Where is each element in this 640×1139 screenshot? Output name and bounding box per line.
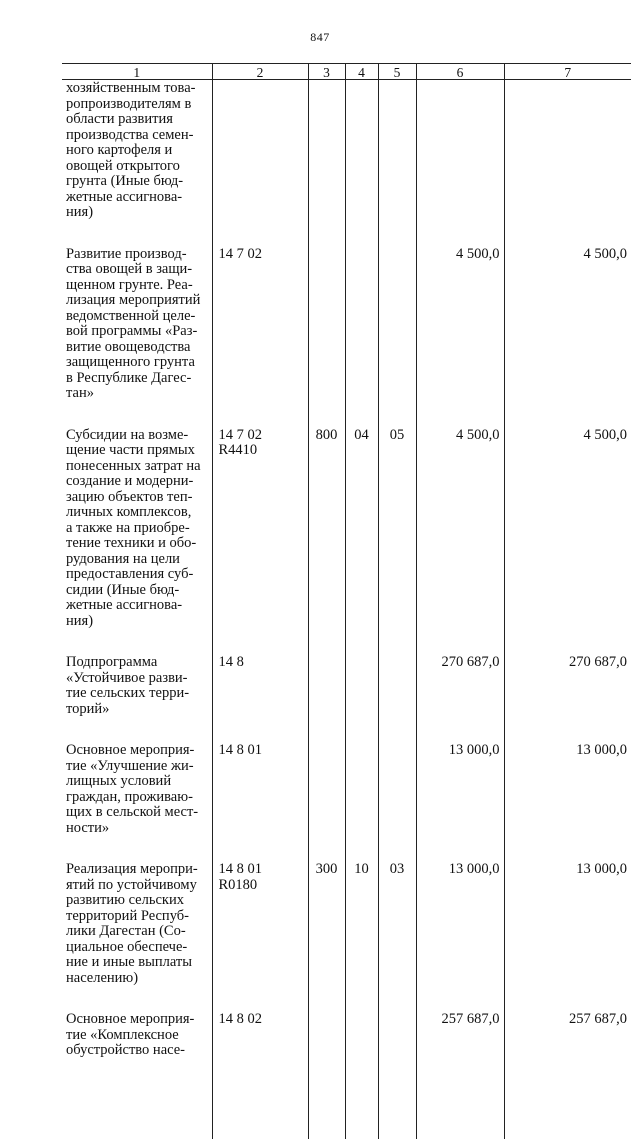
row-col3: 800 — [308, 428, 345, 656]
row-col4: 10 — [345, 862, 378, 1012]
row-col5 — [378, 1012, 416, 1139]
row-col4 — [345, 247, 378, 428]
column-header-3: 3 — [308, 64, 345, 80]
row-code: 14 8 01 — [212, 743, 308, 862]
row-col6: 4 500,0 — [416, 428, 504, 656]
row-code: 14 7 02 R4410 — [212, 428, 308, 656]
row-code: 14 8 02 — [212, 1012, 308, 1139]
row-col7 — [504, 80, 631, 247]
row-col3 — [308, 247, 345, 428]
row-code: 14 8 01 R0180 — [212, 862, 308, 1012]
row-col3 — [308, 80, 345, 247]
column-header-5: 5 — [378, 64, 416, 80]
row-col6 — [416, 80, 504, 247]
row-col5: 03 — [378, 862, 416, 1012]
table-row — [62, 80, 631, 247]
row-col5 — [378, 80, 416, 247]
row-col7: 270 687,0 — [504, 655, 631, 743]
row-name: Реализация меропри- ятий по устойчивому развитию сельских территорий Респуб- лики Дагестан (Со- циальное обеспече- ние и иные выплаты населению) — [62, 862, 212, 1012]
row-col5 — [378, 655, 416, 743]
row-col6: 270 687,0 — [416, 655, 504, 743]
row-col7: 13 000,0 — [504, 743, 631, 862]
table-row — [62, 247, 631, 428]
row-col5: 05 — [378, 428, 416, 656]
row-col6: 257 687,0 — [416, 1012, 504, 1139]
row-col7: 13 000,0 — [504, 862, 631, 1012]
row-name: хозяйственным това- ропроизводителям в области развития производства семен- ного картофеля и овощей открытого грунта (Иные бюд- жетные ассигнова- ния) — [62, 80, 212, 247]
row-code: 14 7 02 — [212, 247, 308, 428]
budget-table — [62, 63, 631, 1139]
table-row — [62, 1012, 631, 1139]
row-col3 — [308, 655, 345, 743]
row-col7: 4 500,0 — [504, 428, 631, 656]
row-col4 — [345, 1012, 378, 1139]
row-code: 14 8 — [212, 655, 308, 743]
row-col4: 04 — [345, 428, 378, 656]
row-col5 — [378, 247, 416, 428]
row-name: Развитие производ- ства овощей в защи- щенном грунте. Реа- лизация мероприятий ведомственной целе- вой программы «Раз- витие овощеводства защищенного грунта в Республике Дагес- тан» — [62, 247, 212, 428]
row-col7: 4 500,0 — [504, 247, 631, 428]
row-name: Субсидии на возме- щение части прямых понесенных затрат на создание и модерни- зацию объектов теп- личных комплексов, а также на приобре- тение техники и обо- рудования на цели предоставления суб- сидии (Иные бюд- жетные ассигнова- ния) — [62, 428, 212, 656]
row-col5 — [378, 743, 416, 862]
column-header-2: 2 — [212, 64, 308, 80]
table-row — [62, 743, 631, 862]
page-number: 847 — [310, 30, 330, 44]
row-col6: 13 000,0 — [416, 862, 504, 1012]
row-name: Основное мероприя- тие «Комплексное обустройство насе- — [62, 1012, 212, 1139]
row-col7: 257 687,0 — [504, 1012, 631, 1139]
table-row — [62, 862, 631, 1012]
table-row — [62, 655, 631, 743]
row-name: Основное мероприя- тие «Улучшение жи- лищных условий граждан, проживаю- щих в сельской мест- ности» — [62, 743, 212, 862]
row-col3 — [308, 743, 345, 862]
row-col4 — [345, 743, 378, 862]
table-row — [62, 428, 631, 656]
row-name: Подпрограмма «Устойчивое разви- тие сельских терри- торий» — [62, 655, 212, 743]
row-col6: 4 500,0 — [416, 247, 504, 428]
row-col4 — [345, 80, 378, 247]
column-header-4: 4 — [345, 64, 378, 80]
column-header-6: 6 — [416, 64, 504, 80]
column-header-1: 1 — [62, 64, 212, 80]
row-col6: 13 000,0 — [416, 743, 504, 862]
column-header-7: 7 — [504, 64, 631, 80]
row-code — [212, 80, 308, 247]
row-col3 — [308, 1012, 345, 1139]
row-col3: 300 — [308, 862, 345, 1012]
header-row — [62, 64, 631, 80]
row-col4 — [345, 655, 378, 743]
